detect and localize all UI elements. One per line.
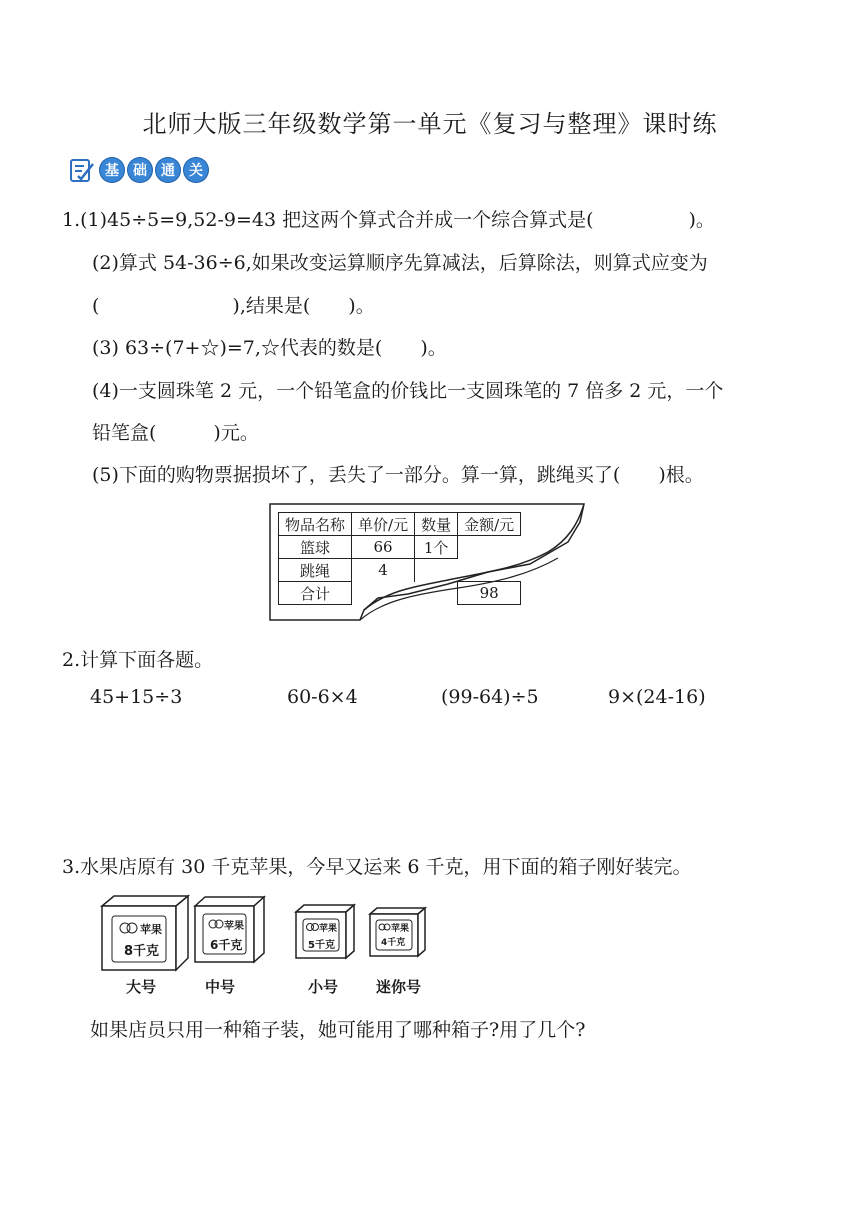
box-illustration xyxy=(98,892,438,1002)
table-row xyxy=(279,559,521,582)
table-cell xyxy=(352,582,415,605)
table-header: 数量 xyxy=(415,513,458,536)
box-fruit-label: 苹果 xyxy=(224,921,244,932)
q2-heading: 2.计算下面各题。 xyxy=(62,649,214,671)
section-badge xyxy=(68,156,208,184)
q1-part1: 1.(1)45÷5=9,52-9=43 把这两个算式合并成一个综合算式是( )。 xyxy=(62,209,715,231)
table-header: 单价/元 xyxy=(352,513,415,536)
badge-char: 基 xyxy=(100,158,124,182)
q2-expr: 45+15÷3 xyxy=(90,686,183,708)
box-fruit-label: 苹果 xyxy=(391,924,410,934)
q2-expr: (99-64)÷5 xyxy=(441,686,539,708)
table-row xyxy=(279,536,521,559)
box-weight-label: 8千克 xyxy=(124,944,160,959)
box-size-label: 迷你号 xyxy=(376,978,422,996)
table-cell: 跳绳 xyxy=(279,559,352,582)
table-cell xyxy=(458,559,521,582)
box-fruit-label: 苹果 xyxy=(140,923,162,936)
table-cell: 1个 xyxy=(415,536,458,559)
q2-expr: 9×(24-16) xyxy=(608,686,706,708)
table-cell: 66 xyxy=(352,536,415,559)
q2-expr: 60-6×4 xyxy=(287,686,358,708)
q1-part2-line2: ( ),结果是( )。 xyxy=(92,295,375,317)
q1-part2-line1: (2)算式 54-36÷6,如果改变运算顺序先算减法，后算除法，则算式应变为 xyxy=(92,252,708,274)
page-title: 北师大版三年级数学第一单元《复习与整理》课时练 xyxy=(142,110,718,138)
q1-part5: (5)下面的购物票据损坏了，丢失了一部分。算一算，跳绳买了( )根。 xyxy=(92,464,704,486)
badge-char: 通 xyxy=(156,158,180,182)
table-cell: 篮球 xyxy=(279,536,352,559)
q3-question: 如果店员只用一种箱子装，她可能用了哪种箱子?用了几个? xyxy=(90,1019,586,1041)
table-cell: 合计 xyxy=(279,582,352,605)
box-fruit-label: 苹果 xyxy=(319,924,338,934)
box-size-label: 大号 xyxy=(126,978,157,996)
table-cell xyxy=(415,559,458,582)
badge-char: 关 xyxy=(184,158,208,182)
q1-part4-line1: (4)一支圆珠笔 2 元，一个铅笔盒的价钱比一支圆珠笔的 7 倍多 2 元，一个 xyxy=(92,380,724,402)
box-weight-label: 6千克 xyxy=(210,938,243,952)
receipt-table xyxy=(278,512,521,605)
table-cell xyxy=(415,582,458,605)
box-size-label: 中号 xyxy=(205,978,236,996)
box-size-label: 小号 xyxy=(308,978,339,996)
q1-part3: (3) 63÷(7+☆)=7,☆代表的数是( )。 xyxy=(92,337,447,359)
torn-receipt xyxy=(268,502,586,622)
checklist-icon xyxy=(68,156,96,184)
table-row xyxy=(279,513,521,536)
table-header: 金额/元 xyxy=(458,513,521,536)
table-row xyxy=(279,582,521,605)
table-cell xyxy=(458,536,521,559)
q1-part4-line2: 铅笔盒( )元。 xyxy=(92,422,259,444)
q3-heading: 3.水果店原有 30 千克苹果，今早又运来 6 千克，用下面的箱子刚好装完。 xyxy=(62,856,692,878)
table-header: 物品名称 xyxy=(279,513,352,536)
box-weight-label: 4千克 xyxy=(381,938,406,948)
badge-char: 础 xyxy=(128,158,152,182)
table-cell: 4 xyxy=(352,559,415,582)
box-weight-label: 5千克 xyxy=(308,940,335,951)
table-cell: 98 xyxy=(458,582,521,605)
